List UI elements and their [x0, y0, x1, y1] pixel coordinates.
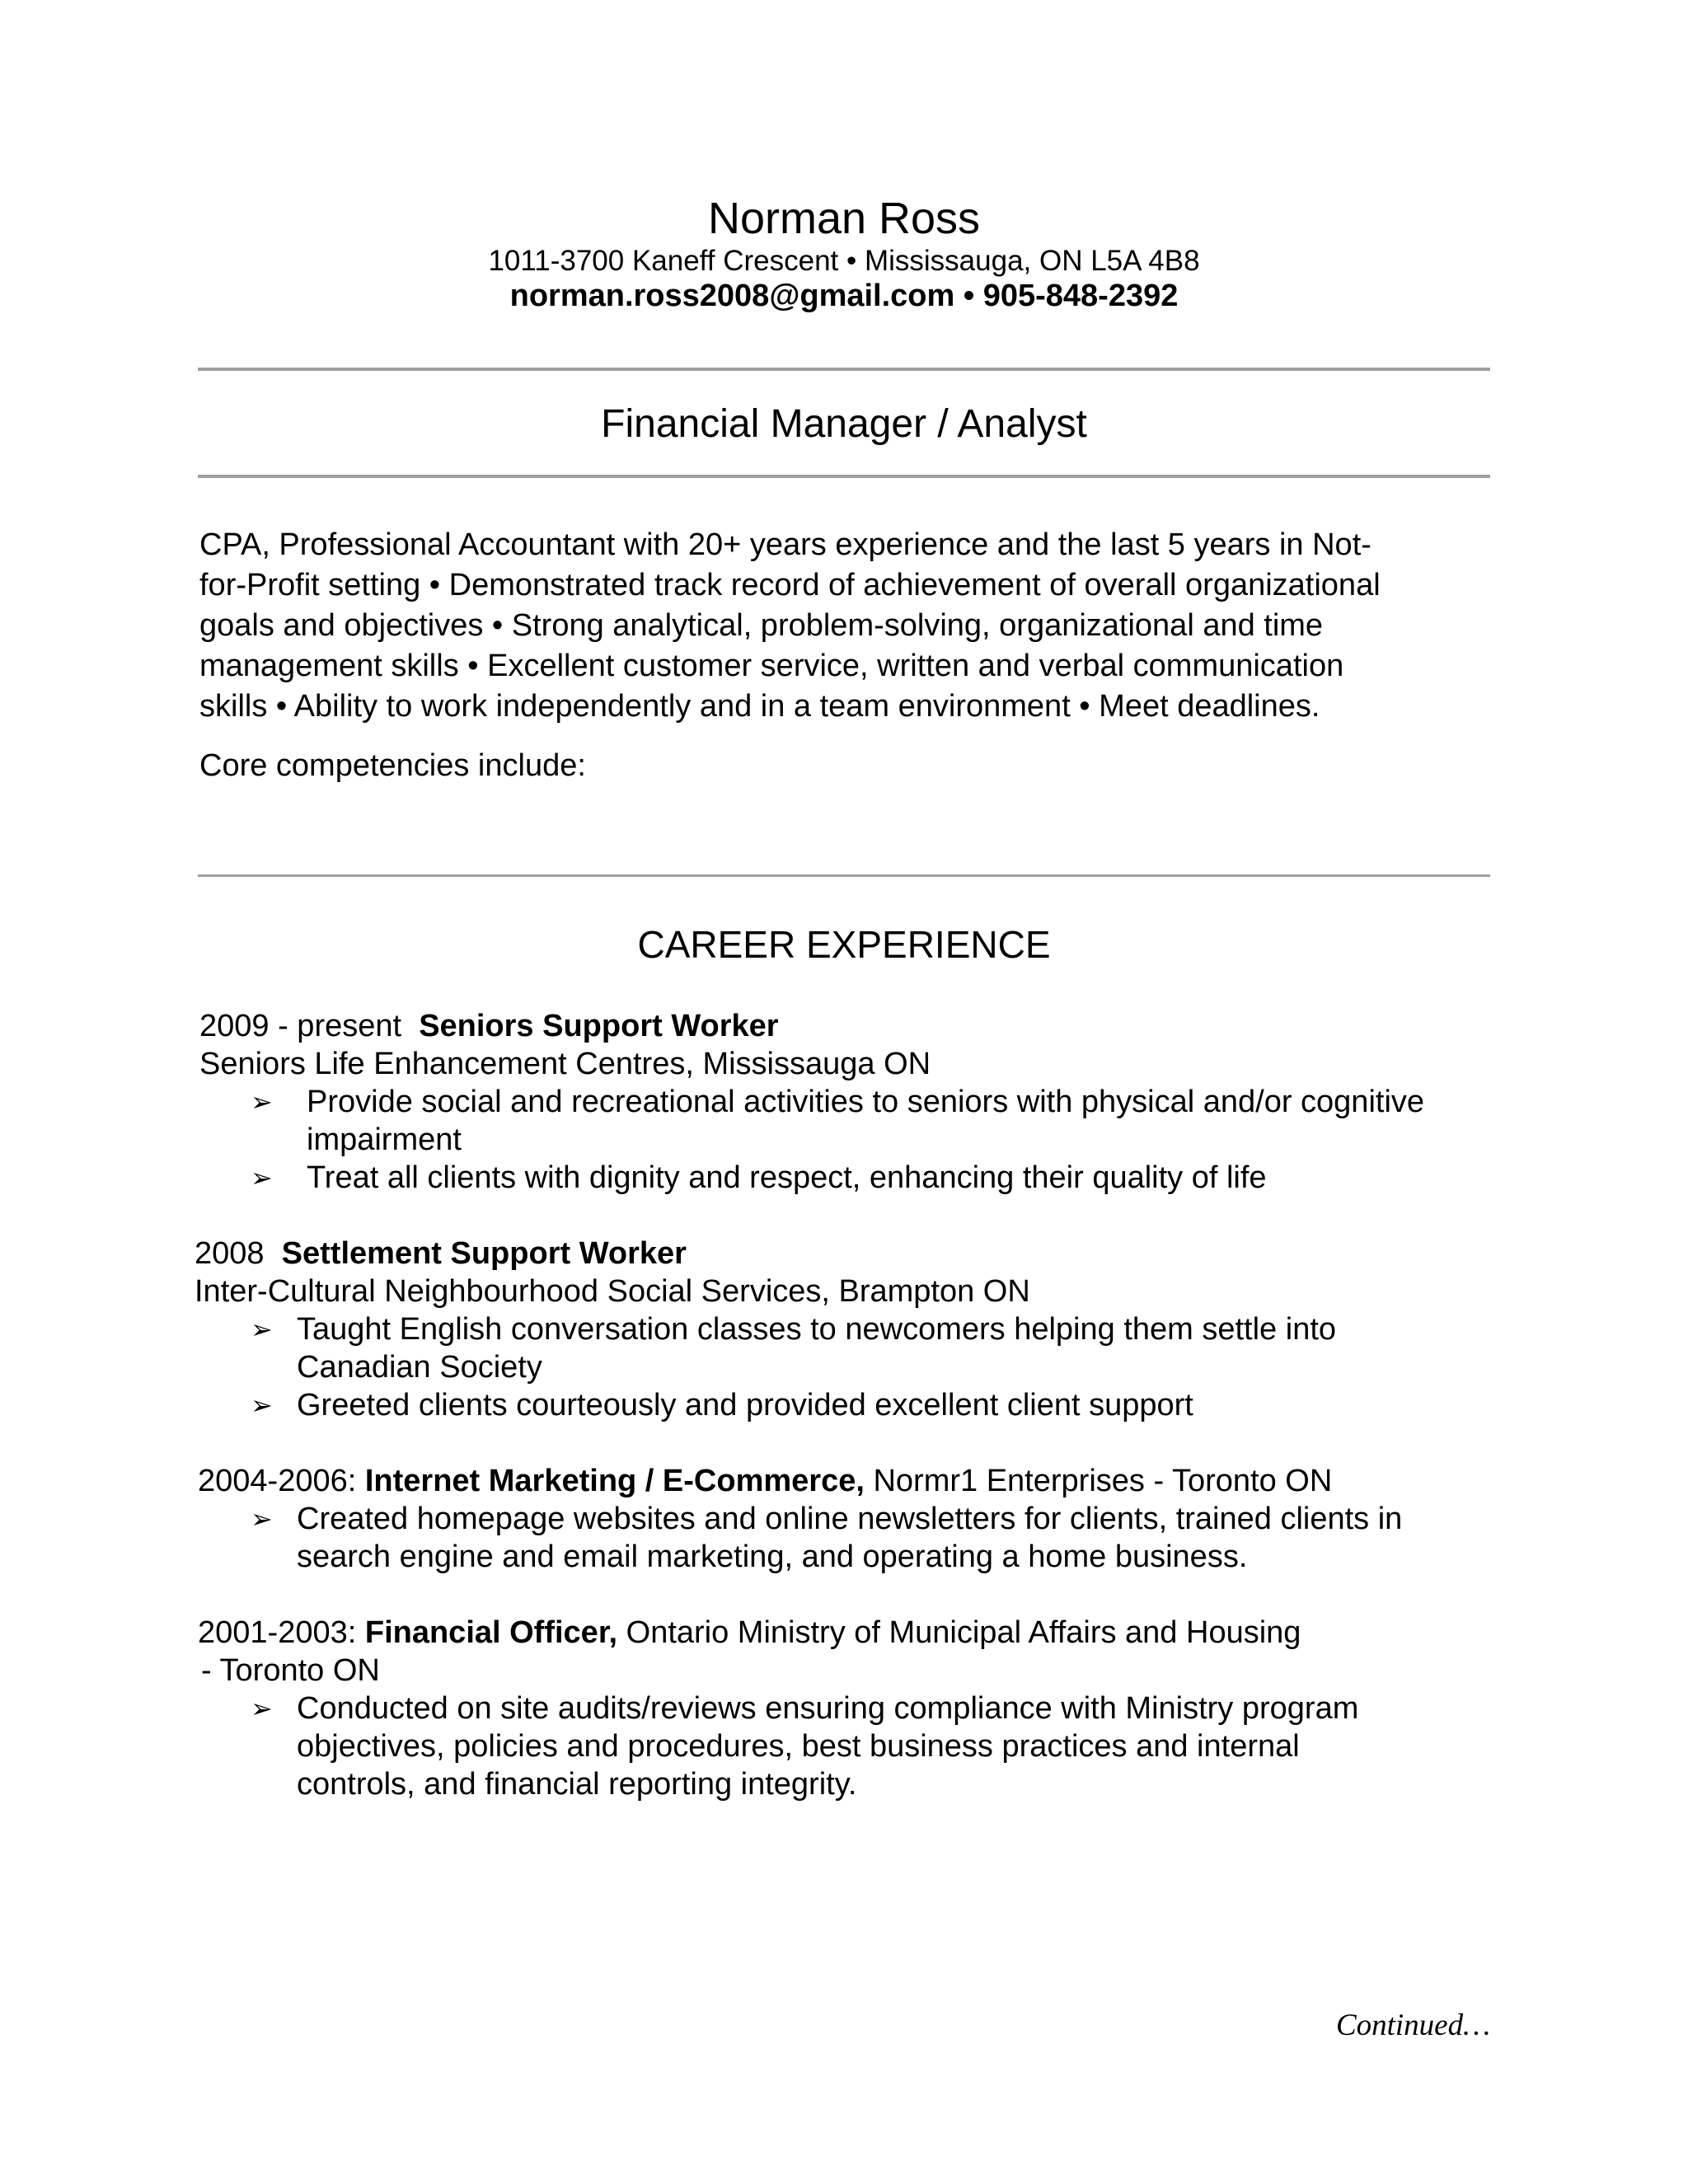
summary-line: management skills • Excellent customer service, written and verbal communication	[199, 649, 1344, 683]
job-organization: Normr1 Enterprises - Toronto ON	[873, 1464, 1333, 1498]
job-organization: Seniors Life Enhancement Centres, Mississauga ON	[199, 1047, 931, 1081]
job-dates: 2001-2003:	[198, 1615, 357, 1650]
summary-paragraph	[199, 525, 1502, 727]
job-organization: Inter-Cultural Neighbourhood Social Services, Brampton ON	[195, 1274, 1030, 1309]
bullet-line: Treat all clients with dignity and respect, enhancing their quality of life	[307, 1160, 1267, 1195]
divider-top	[198, 368, 1490, 371]
bullet-line: Canadian Society	[297, 1350, 542, 1385]
job-role: Settlement Support Worker	[281, 1236, 687, 1271]
job-heading	[195, 1235, 1336, 1272]
arrow-bullet-icon: ➢	[251, 1163, 273, 1193]
job-heading	[198, 1614, 1358, 1652]
job-entry	[198, 1614, 1358, 1803]
job-bullet	[195, 1386, 1336, 1424]
bullet-line: Taught English conversation classes to newcomers helping them settle into	[297, 1312, 1337, 1347]
job-dates: 2004-2006:	[198, 1464, 357, 1498]
contact-line: norman.ross2008@gmail.com • 905-848-2392	[509, 279, 1179, 313]
arrow-bullet-icon: ➢	[251, 1315, 273, 1344]
bullet-line: objectives, policies and procedures, best business practices and internal	[297, 1729, 1300, 1764]
job-heading	[198, 1462, 1402, 1500]
arrow-bullet-icon: ➢	[251, 1504, 273, 1534]
job-bullet	[195, 1310, 1336, 1386]
divider-career	[198, 874, 1490, 877]
job-location: - Toronto ON	[201, 1653, 380, 1688]
candidate-name: Norman Ross	[707, 194, 981, 243]
address-line: 1011-3700 Kaneff Crescent • Mississauga, ON L5A 4B8	[488, 245, 1200, 277]
arrow-bullet-icon: ➢	[251, 1694, 273, 1723]
arrow-bullet-icon: ➢	[251, 1390, 273, 1420]
job-entry	[199, 1007, 1424, 1197]
job-entry	[198, 1462, 1402, 1576]
job-organization: Ontario Ministry of Municipal Affairs and Housing	[626, 1615, 1301, 1650]
divider-headline	[198, 475, 1490, 478]
bullet-line: controls, and financial reporting integrity.	[297, 1767, 857, 1802]
job-role: Seniors Support Worker	[419, 1009, 779, 1043]
job-dates: 2009 - present	[199, 1009, 402, 1043]
job-bullet	[198, 1500, 1402, 1576]
section-title-career: CAREER EXPERIENCE	[637, 923, 1051, 966]
bullet-line: Provide social and recreational activities to seniors with physical and/or cognitive	[307, 1085, 1425, 1119]
summary-line: goals and objectives • Strong analytical, problem-solving, organizational and time	[199, 608, 1324, 643]
summary-line: CPA, Professional Accountant with 20+ years experience and the last 5 years in Not-	[199, 527, 1372, 562]
job-entry	[195, 1235, 1336, 1424]
job-bullet	[198, 1690, 1358, 1803]
arrow-bullet-icon: ➢	[251, 1087, 273, 1117]
job-bullet	[199, 1083, 1424, 1159]
bullet-line: Conducted on site audits/reviews ensuring compliance with Ministry program	[297, 1691, 1359, 1726]
summary-line: for-Profit setting • Demonstrated track record of achievement of overall organizational	[199, 568, 1381, 602]
job-bullet	[199, 1159, 1424, 1197]
job-role: Internet Marketing / E-Commerce,	[364, 1464, 865, 1498]
headline-title: Financial Manager / Analyst	[601, 402, 1087, 446]
summary-line: skills • Ability to work independently and in a team environment • Meet deadlines.	[199, 689, 1320, 724]
job-role: Financial Officer,	[364, 1615, 618, 1650]
job-heading	[199, 1007, 1424, 1045]
job-dates: 2008	[195, 1236, 265, 1271]
continued-note: Continued…	[1335, 2008, 1490, 2042]
bullet-line: Created homepage websites and online newsletters for clients, trained clients in	[297, 1502, 1403, 1536]
core-competencies-label: Core competencies include:	[199, 748, 586, 783]
bullet-line: Greeted clients courteously and provided excellent client support	[297, 1388, 1193, 1422]
bullet-line: impairment	[307, 1122, 462, 1157]
bullet-line: search engine and email marketing, and operating a home business.	[297, 1540, 1248, 1574]
